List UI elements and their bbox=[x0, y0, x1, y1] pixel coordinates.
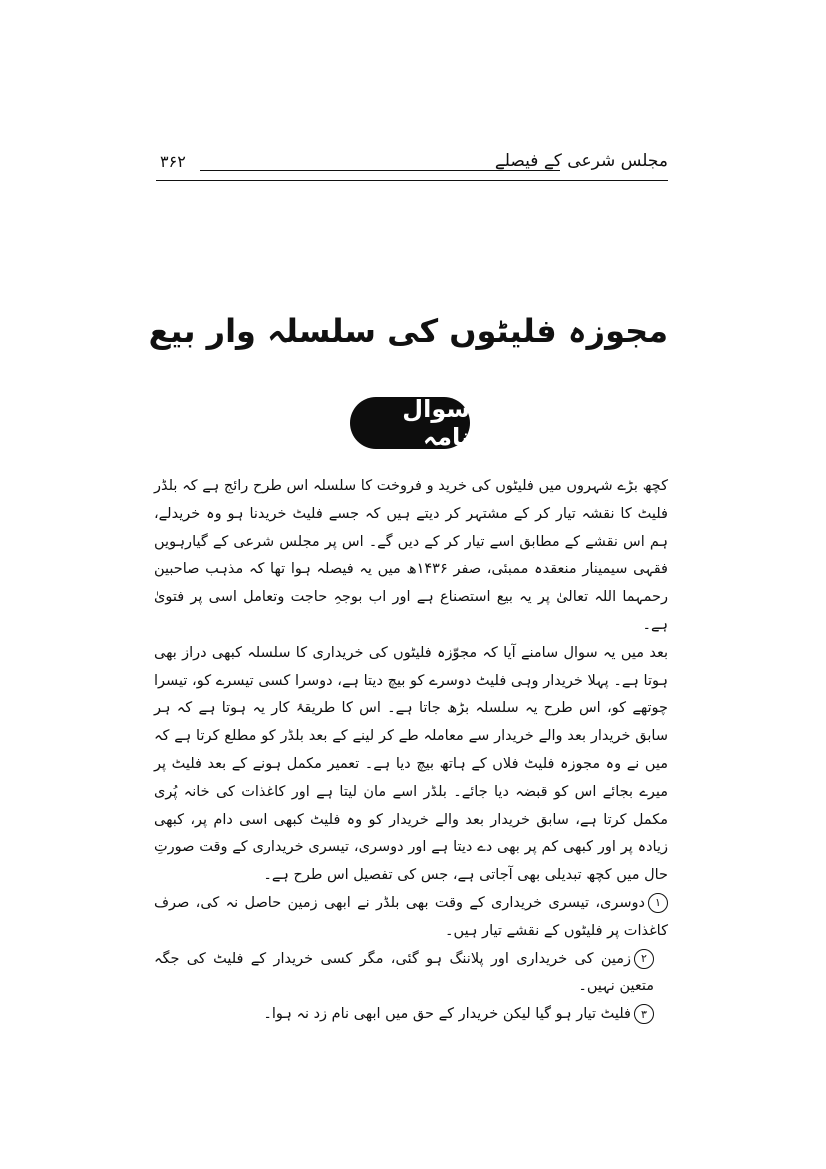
number-circle: ۱ bbox=[648, 893, 668, 913]
numbered-list bbox=[154, 890, 668, 1029]
body-text bbox=[154, 473, 668, 1029]
section-badge: سوال نامہ bbox=[350, 397, 470, 449]
list-item bbox=[154, 890, 668, 946]
list-item-text: فلیٹ تیار ہو گیا لیکن خریدار کے حق میں ابھی نام زد نہ ہوا۔ bbox=[263, 1006, 631, 1023]
list-item-text: دوسری، تیسری خریداری کے وقت بھی بلڈر نے ابھی زمین حاصل نہ کی، صرف کاغذات پر فلیٹوں کے نقشے تیار ہیں۔ bbox=[154, 894, 668, 939]
number-circle: ۳ bbox=[634, 1004, 654, 1024]
paragraph: بعد میں یہ سوال سامنے آیا کہ مجوّزہ فلیٹوں کی خریداری کا سلسلہ کبھی دراز بھی ہوتا ہے۔ پہلا خریدار وہی فلیٹ دوسرے کو بیچ دیتا ہے، دوسرا کسی تیسرے کو، تیسرا چوتھے کو، اس طرح یہ سلسلہ بڑھ جاتا ہے۔ اس کا طریقۂ کار یہ ہوتا ہے کہ ہر سابق خریدار بعد والے خریدار سے معاملہ طے کر لینے کے بعد بلڈر کو مطلع کرتا ہے کہ میں نے وہ مجوزہ فلیٹ فلاں کے ہاتھ بیچ دیا ہے۔ تعمیر مکمل ہونے کے بعد فلیٹ پر میرے بجائے اس کو قبضہ دیا جائے۔ بلڈر اسے مان لیتا ہے اور کاغذات کی خانہ پُری مکمل کرتا ہے، سابق خریدار بعد والے خریدار کو وہ فلیٹ کبھی اسی دام پر، کبھی زیادہ پر اور کبھی کم پر بھی دے دیتا ہے اور دوسری، تیسری خریداری کے وقت صورتِ حال میں کچھ تبدیلی بھی آجاتی ہے، جس کی تفصیل اس طرح ہے۔ bbox=[154, 644, 668, 884]
number-circle: ۲ bbox=[634, 949, 654, 969]
header-line bbox=[200, 170, 560, 171]
page-number: ۳۶۲ bbox=[160, 152, 186, 171]
book-title: مجلس شرعی کے فیصلے bbox=[494, 151, 668, 171]
list-item-text: زمین کی خریداری اور پلاننگ ہو گئی، مگر کسی خریدار کے فلیٹ کی جگہ متعین نہیں۔ bbox=[154, 950, 654, 995]
paragraph: کچھ بڑے شہروں میں فلیٹوں کی خرید و فروخت کا سلسلہ اس طرح رائج ہے کہ بلڈر فلیٹ کا نقشہ تیار کر کے مشتہر کر دیتے ہیں کہ جسے فلیٹ خریدنا ہو وہ خریدلے، ہم اس نقشے کے مطابق اسے تیار کر کے دیں گے۔ اس پر مجلس شرعی کے گیارہویں فقہی سیمینار منعقدہ ممبئی، صفر ۱۴۳۶ھ میں یہ فیصلہ ہوا تھا کہ مذہب صاحبین رحمہما اللہ تعالیٰ پر یہ بیع استصناع ہے اور اب بوجہِ حاجت وتعامل اسی پر فتویٰ ہے۔ bbox=[154, 478, 668, 633]
header-rule bbox=[156, 180, 668, 181]
list-item bbox=[154, 1001, 668, 1029]
chapter-title: مجوزہ فلیٹوں کی سلسلہ وار بیع bbox=[148, 312, 668, 350]
list-item bbox=[154, 946, 668, 1002]
running-header bbox=[156, 150, 668, 182]
